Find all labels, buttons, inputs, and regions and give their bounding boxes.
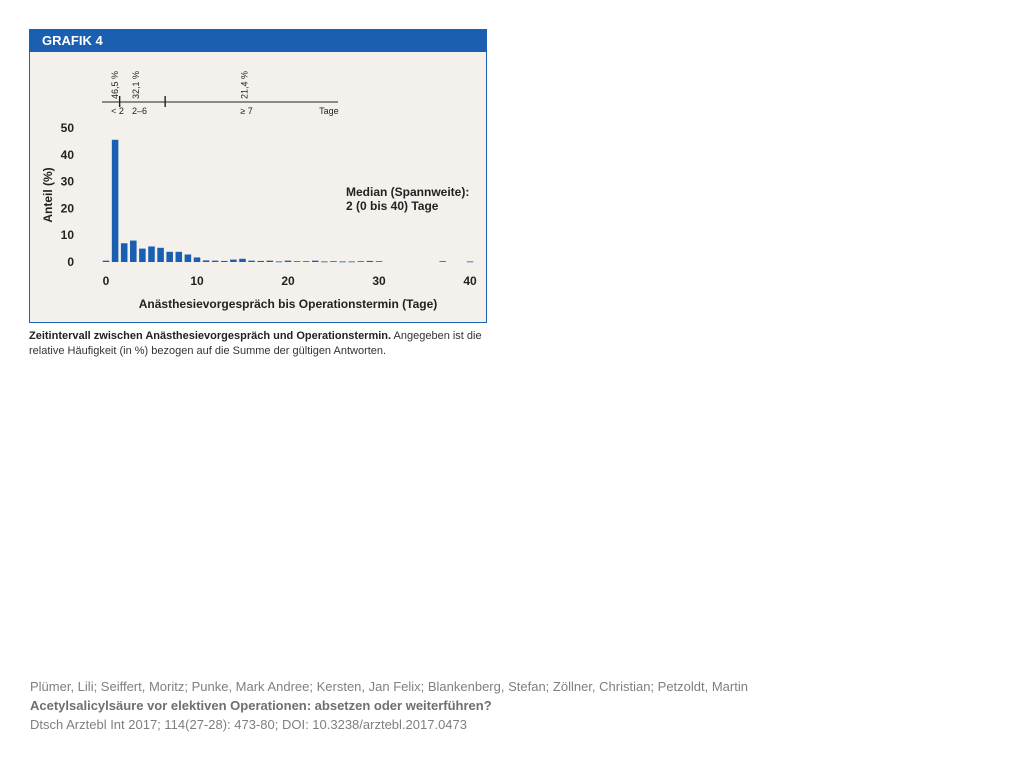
x-tick-label: 30 [372, 274, 386, 288]
bar-day-21 [294, 261, 301, 262]
bar-day-10 [194, 257, 201, 262]
bar-day-9 [185, 255, 192, 263]
y-tick-label: 10 [60, 228, 74, 243]
bar-day-22 [303, 261, 310, 262]
bar-day-20 [285, 261, 292, 262]
bar-day-4 [139, 249, 146, 262]
bar-day-7 [166, 252, 173, 262]
x-axis-label: Anästhesievorgespräch bis Operationstermin (Tage) [138, 297, 438, 311]
figure-caption [29, 329, 491, 359]
bar-day-25 [330, 261, 337, 262]
interval-unit-label: Tage [319, 106, 339, 116]
bar-day-30 [376, 261, 383, 262]
bar-day-15 [239, 259, 246, 262]
bar-day-23 [312, 261, 319, 262]
bar-day-5 [148, 246, 155, 262]
bar-day-8 [176, 252, 183, 262]
bar-day-0 [103, 261, 110, 262]
y-tick-label: 50 [60, 121, 74, 135]
x-tick-label: 40 [463, 274, 477, 288]
bar-day-3 [130, 241, 137, 262]
caption-text: Angegeben ist die relative Häufigkeit (in %) bezogen auf die Summe der gültigen Antworten. [29, 330, 482, 357]
y-tick-label: 0 [67, 255, 74, 269]
bar-day-11 [203, 260, 210, 262]
interval-range-label: < 2 [111, 106, 124, 116]
bar-day-24 [321, 261, 328, 262]
interval-range-label: ≥ 7 [240, 106, 253, 116]
bar-day-40 [467, 261, 474, 262]
bar-day-37 [439, 261, 446, 262]
bar-chart [30, 30, 486, 322]
median-annotation-line2: 2 (0 bis 40) Tage [346, 199, 439, 213]
figure-panel [29, 29, 487, 323]
bar-day-16 [248, 261, 255, 262]
caption-bold: Zeitintervall zwischen Anästhesievorgespräch und Operationstermin. [29, 330, 392, 342]
citation [30, 677, 990, 734]
y-tick-label: 40 [60, 147, 74, 162]
median-annotation-line1: Median (Spannweite): [346, 185, 470, 199]
bar-day-12 [212, 261, 219, 262]
bar-day-17 [257, 261, 264, 262]
x-tick-label: 10 [190, 274, 204, 288]
citation-title: Acetylsalicylsäure vor elektiven Operationen: absetzen oder weiterführen? [30, 698, 492, 713]
x-tick-label: 20 [281, 274, 295, 288]
citation-source: Dtsch Arztebl Int 2017; 114(27-28): 473-80; DOI: 10.3238/arztebl.2017.0473 [30, 717, 467, 732]
y-axis-label: Anteil (%) [41, 167, 55, 223]
interval-range-label: 2–6 [132, 106, 148, 116]
citation-authors: Plümer, Lili; Seiffert, Moritz; Punke, Mark Andree; Kersten, Jan Felix; Blankenberg, Stefan; Zöllner, Christian; Petzoldt, Martin [30, 679, 748, 694]
bar-day-1 [112, 140, 119, 262]
bar-day-2 [121, 243, 128, 262]
interval-percent-label: 32,1 % [131, 70, 141, 99]
figure-header: GRAFIK 4 [30, 30, 486, 52]
y-tick-label: 30 [60, 174, 74, 189]
y-tick-label: 20 [60, 201, 74, 216]
bar-day-26 [339, 261, 346, 262]
bar-day-19 [276, 261, 283, 262]
bar-day-29 [367, 261, 374, 262]
bar-day-27 [348, 261, 355, 262]
bar-day-18 [267, 261, 274, 262]
bar-day-6 [157, 248, 164, 262]
interval-percent-label: 46,5 % [110, 70, 121, 99]
interval-percent-label: 21,4 % [239, 70, 250, 99]
x-tick-label: 0 [102, 274, 110, 288]
bar-day-13 [221, 261, 228, 262]
bar-day-14 [230, 260, 237, 262]
bar-day-28 [358, 261, 365, 262]
